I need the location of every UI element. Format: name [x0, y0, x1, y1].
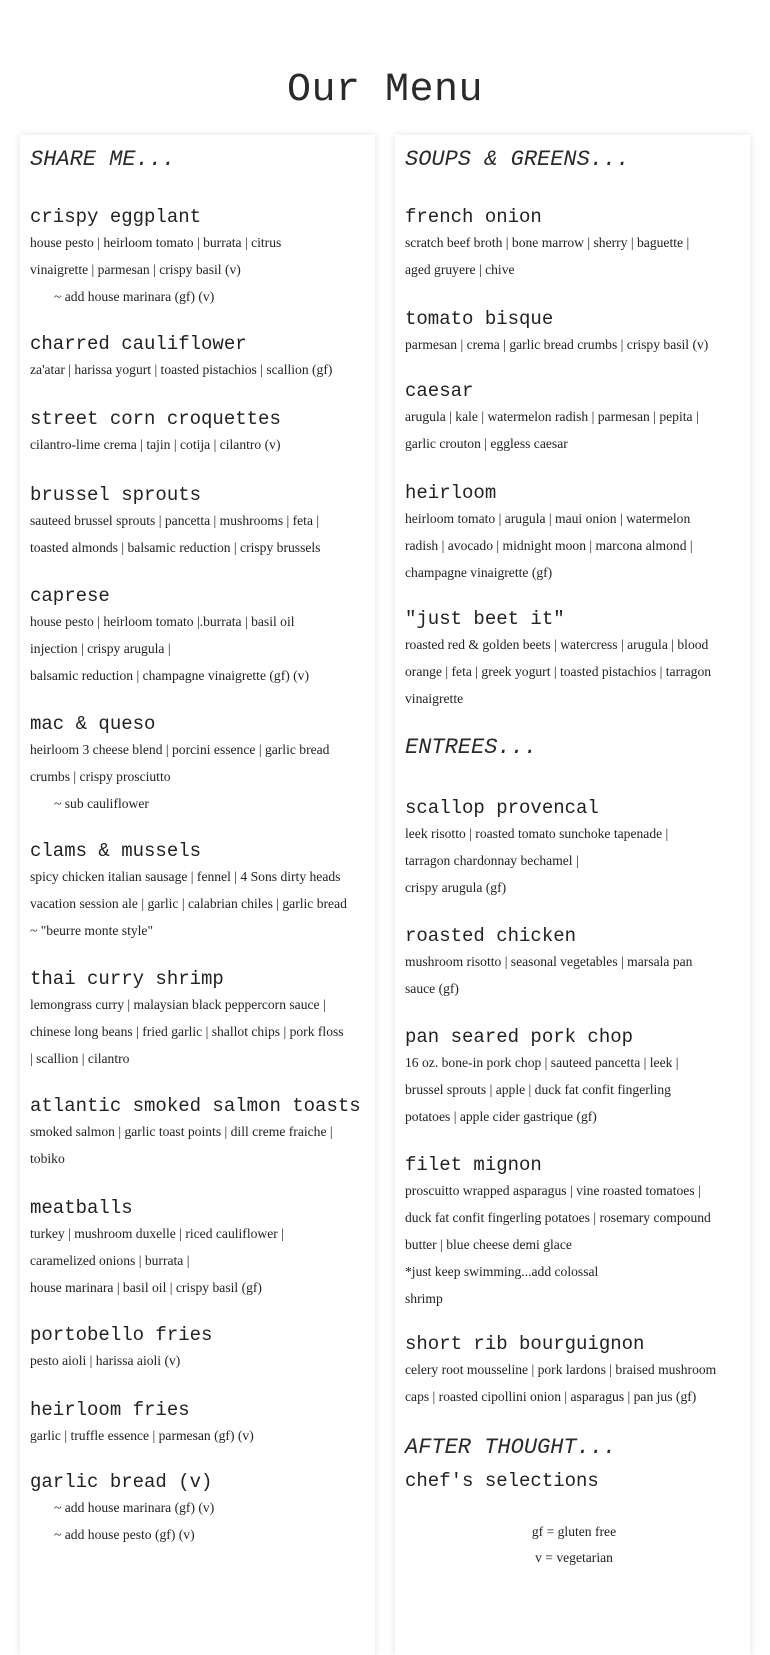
- item-desc: roasted red & golden beets | watercress | arugula | blood orange | feta | greek yogurt | toasted pistachios | tarragon vinaigrette: [405, 637, 712, 706]
- item-name: roasted chicken: [405, 925, 577, 947]
- item-name: atlantic smoked salmon toasts: [30, 1095, 361, 1117]
- item-desc: arugula | kale | watermelon radish | parmesan | pepita | garlic crouton | eggless caesar: [405, 409, 699, 451]
- menu-item: [405, 924, 743, 1002]
- menu-item: [405, 607, 743, 712]
- menu-item: [30, 332, 368, 383]
- item-name: french onion: [405, 206, 542, 228]
- menu-item: [405, 307, 743, 358]
- menu-item: [405, 796, 743, 901]
- item-name: clams & mussels: [30, 840, 202, 862]
- soups-greens-card: [395, 135, 750, 1655]
- section-title-share-me: SHARE ME...: [30, 147, 176, 172]
- item-desc: turkey | mushroom duxelle | riced cauliflower | caramelized onions | burrata | house marinara | basil oil | crispy basil (gf): [30, 1226, 284, 1295]
- item-name: street corn croquettes: [30, 408, 281, 430]
- item-name: crispy eggplant: [30, 206, 202, 228]
- item-name: scallop provencal: [405, 797, 599, 819]
- menu-item: [30, 1398, 368, 1449]
- item-name: short rib bourguignon: [405, 1333, 645, 1355]
- menu-item: [405, 1025, 743, 1130]
- menu-item: [30, 1470, 368, 1548]
- item-desc: za'atar | harissa yogurt | toasted pistachios | scallion (gf): [30, 362, 333, 377]
- item-note: ~ add house marinara (gf) (v): [54, 289, 215, 304]
- menu-item: [30, 483, 368, 561]
- menu-item: [405, 379, 743, 457]
- item-desc: house pesto | heirloom tomato |.burrata | basil oil injection | crispy arugula | balsamic reduction | champagne vinaigrette (gf) (v): [30, 614, 310, 683]
- item-name: tomato bisque: [405, 308, 554, 330]
- legend-vegetarian: v = vegetarian: [535, 1550, 613, 1565]
- menu-item: [405, 481, 743, 586]
- item-name: portobello fries: [30, 1324, 213, 1346]
- item-name: caprese: [30, 585, 110, 607]
- item-desc: garlic | truffle essence | parmesan (gf) (v): [30, 1428, 254, 1443]
- item-desc: parmesan | crema | garlic bread crumbs | crispy basil (v): [405, 337, 709, 352]
- legend-gluten-free: gf = gluten free: [531, 1524, 617, 1539]
- item-desc: 16 oz. bone-in pork chop | sauteed pancetta | leek | brussel sprouts | apple | duck fat confit fingerling potatoes | apple cider gastrique (gf): [405, 1055, 679, 1124]
- menu-item: [30, 712, 368, 817]
- item-desc: celery root mousseline | pork lardons | braised mushroom caps | roasted cipollini onion | asparagus | pan jus (gf): [405, 1362, 717, 1404]
- item-name: chef's selections: [405, 1470, 599, 1492]
- item-desc: lemongrass curry | malaysian black peppercorn sauce | chinese long beans | fried garlic | shallot chips | pork floss | scallion | cilantro: [30, 997, 344, 1066]
- item-name: filet mignon: [405, 1154, 542, 1176]
- item-note: ~ add house marinara (gf) (v): [54, 1500, 215, 1515]
- item-name: "just beet it": [405, 608, 565, 630]
- menu-item: [30, 407, 368, 458]
- item-desc: cilantro-lime crema | tajin | cotija | cilantro (v): [30, 437, 281, 452]
- menu-item: [405, 1469, 743, 1493]
- item-desc: proscuitto wrapped asparagus | vine roasted tomatoes | duck fat confit fingerling potatoes | rosemary compound butter | blue cheese demi glace: [405, 1183, 711, 1252]
- item-name: heirloom fries: [30, 1399, 190, 1421]
- item-desc: pesto aioli | harissa aioli (v): [30, 1353, 181, 1368]
- menu-item: [405, 1332, 743, 1410]
- menu-item: [30, 839, 368, 944]
- menu-item: [405, 1153, 743, 1312]
- item-name: heirloom: [405, 482, 497, 504]
- item-desc: heirloom tomato | arugula | maui onion | watermelon radish | avocado | midnight moon | marcona almond | champagne vinaigrette (gf): [405, 511, 693, 580]
- item-name: pan seared pork chop: [405, 1026, 634, 1048]
- item-desc: smoked salmon | garlic toast points | dill creme fraiche | tobiko: [30, 1124, 333, 1166]
- item-desc: sauteed brussel sprouts | pancetta | mushrooms | feta | toasted almonds | balsamic reduction | crispy brussels: [30, 513, 321, 555]
- item-desc: heirloom 3 cheese blend | porcini essence | garlic bread crumbs | crispy prosciutto: [30, 742, 330, 784]
- share-me-card: [20, 135, 375, 1655]
- section-title-soups-greens: SOUPS & GREENS...: [405, 147, 630, 172]
- item-desc: leek risotto | roasted tomato sunchoke tapenade | tarragon chardonnay bechamel | crispy arugula (gf): [405, 826, 669, 895]
- page-title: Our Menu: [286, 68, 484, 113]
- dietary-legend: [405, 1519, 743, 1571]
- item-name: garlic bread (v): [30, 1471, 213, 1493]
- item-name: caesar: [405, 380, 474, 402]
- section-title-entrees: ENTREES...: [405, 735, 538, 760]
- item-desc: spicy chicken italian sausage | fennel | 4 Sons dirty heads vacation session ale | garlic | calabrian chiles | garlic bread ~ "beurre monte style": [30, 869, 347, 938]
- item-note: ~ sub cauliflower: [54, 796, 149, 811]
- menu-item: [30, 967, 368, 1072]
- item-name: brussel sprouts: [30, 484, 202, 506]
- menu-item: [30, 1196, 368, 1301]
- item-note: ~ add house pesto (gf) (v): [54, 1527, 195, 1542]
- item-name: meatballs: [30, 1197, 133, 1219]
- menu-item: [30, 1094, 368, 1172]
- item-note: *just keep swimming...add colossal shrimp: [405, 1264, 599, 1306]
- item-desc: house pesto | heirloom tomato | burrata | citrus vinaigrette | parmesan | crispy basil (v): [30, 235, 282, 277]
- item-name: thai curry shrimp: [30, 968, 224, 990]
- section-title-after-thought: AFTER THOUGHT...: [405, 1435, 617, 1460]
- item-name: mac & queso: [30, 713, 156, 735]
- item-desc: scratch beef broth | bone marrow | sherry | baguette | aged gruyere | chive: [405, 235, 690, 277]
- menu-item: [30, 205, 368, 310]
- menu-item: [30, 584, 368, 689]
- menu-item: [405, 205, 743, 283]
- menu-item: [30, 1323, 368, 1374]
- item-desc: mushroom risotto | seasonal vegetables | marsala pan sauce (gf): [405, 954, 693, 996]
- item-name: charred cauliflower: [30, 333, 247, 355]
